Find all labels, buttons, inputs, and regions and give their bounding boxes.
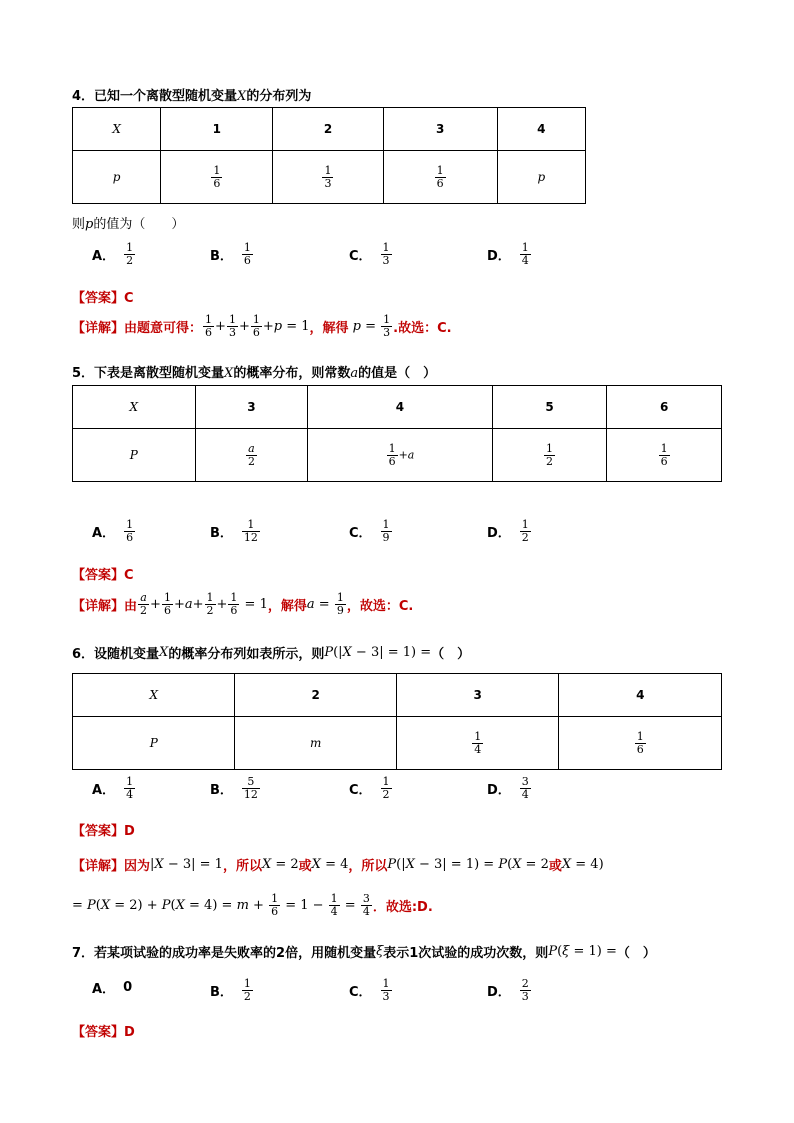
fraction: $\frac{1}{6}$ <box>213 163 221 190</box>
q6-option-c[interactable]: C． $\frac{1}{2}$ <box>349 775 390 801</box>
q5-option-c[interactable]: C． $\frac{1}{9}$ <box>349 518 390 544</box>
q4-option-c[interactable]: C． $\frac{1}{3}$ <box>349 241 390 267</box>
q5-option-d[interactable]: D． $\frac{1}{2}$ <box>487 518 529 544</box>
q5-cell-x-label: X <box>73 386 196 429</box>
q4-distribution-table <box>72 107 586 204</box>
q4-cell: 2 <box>273 108 383 151</box>
q6-option-a[interactable]: A． $\frac{1}{4}$ <box>92 775 134 801</box>
q4-answer: 【答案】C <box>72 291 134 306</box>
q5-answer: 【答案】C <box>72 568 134 583</box>
q6-cell: $\frac{1}{4}$ <box>396 717 559 770</box>
q6-cell-p-label: P <box>73 717 235 770</box>
q7-option-a[interactable]: A． 0 <box>92 980 133 997</box>
q6-answer: 【答案】D <box>72 824 135 839</box>
q5-cell: $\frac{a}{2}$ <box>195 429 308 482</box>
q4-detail: 【详解】 由题意可得： $\frac{1}{6}$ + $\frac{1}{3}$ + $\frac{1}{6}$ + p = 1 ，解得 p = $\frac{1}{3}$ .故选：C. <box>72 313 452 339</box>
q5-title: 5．下表是离散型随机变量X的概率分布，则常数a的值是（ ） <box>72 366 437 381</box>
q4-cell-x-label: X <box>73 108 161 151</box>
q4-question: 则p的值为（ ） <box>72 217 185 232</box>
q7-answer: 【答案】D <box>72 1025 135 1040</box>
q5-cell: 4 <box>308 386 492 429</box>
q4-option-a[interactable]: A． $\frac{1}{2}$ <box>92 241 134 267</box>
q6-cell: 3 <box>396 674 559 717</box>
q4-cell: 3 <box>383 108 497 151</box>
q5-distribution-table <box>72 385 722 482</box>
q4-cell: p <box>497 151 585 204</box>
q4-cell: 4 <box>497 108 585 151</box>
q4-cell <box>383 151 497 204</box>
q4-cell <box>273 151 383 204</box>
q6-distribution-table <box>72 673 722 770</box>
q6-cell: m <box>235 717 397 770</box>
q4-option-d[interactable]: D． $\frac{1}{4}$ <box>487 241 529 267</box>
q5-cell-p-label: P <box>73 429 196 482</box>
q4-cell: 1 <box>161 108 273 151</box>
q7-option-b[interactable]: B． $\frac{1}{2}$ <box>210 977 251 1003</box>
q5-option-a[interactable]: A． $\frac{1}{6}$ <box>92 518 134 544</box>
q4-title: 4．已知一个离散型随机变量X的分布列为 <box>72 89 312 104</box>
q4-cell <box>161 151 273 204</box>
fraction: $\frac{1}{3}$ <box>324 163 332 190</box>
q5-cell: $\frac{1}{6}$ +a <box>308 429 492 482</box>
q5-option-b[interactable]: B． $\frac{1}{12}$ <box>210 518 258 544</box>
q6-cell-x-label: X <box>73 674 235 717</box>
q6-option-d[interactable]: D． $\frac{3}{4}$ <box>487 775 529 801</box>
q5-detail: 【详解】 由 $\frac{a}{2}$ + $\frac{1}{6}$ + a + $\frac{1}{2}$ + $\frac{1}{6}$ = 1 ，解得 a = $\frac{1}{9}$ ，故选：C. <box>72 591 414 617</box>
q5-cell: 3 <box>195 386 308 429</box>
q6-option-b[interactable]: B． $\frac{5}{12}$ <box>210 775 258 801</box>
fraction: $\frac{1}{6}$ <box>436 163 444 190</box>
q7-option-d[interactable]: D． $\frac{2}{3}$ <box>487 977 529 1003</box>
q4-option-b[interactable]: B． $\frac{1}{6}$ <box>210 241 251 267</box>
q7-option-c[interactable]: C． $\frac{1}{3}$ <box>349 977 390 1003</box>
q5-cell: 5 <box>492 386 607 429</box>
q6-detail: 【详解】 因为 | X − 3| = 1 ，所以 X = 2 或 X = 4 ，所以 P (| X − 3| = 1) = P ( X = 2 或 X = 4) <box>72 857 604 874</box>
q6-cell: $\frac{1}{6}$ <box>559 717 722 770</box>
q4-cell-p-label: p <box>73 151 161 204</box>
q6-detail-line2: = P ( X = 2) + P ( X = 4) = m + $\frac{1}{6}$ = 1 − $\frac{1}{4}$ = $\frac{3}{4}$ ．故选:D. <box>72 892 433 918</box>
q7-title: 7．若某项试验的成功率是失败率的2倍，用随机变量 ξ 表示1次试验的成功次数，则 P ( ξ = 1) = （ ） <box>72 944 656 961</box>
q6-cell: 4 <box>559 674 722 717</box>
q6-cell: 2 <box>235 674 397 717</box>
q5-cell: $\frac{1}{2}$ <box>492 429 607 482</box>
q5-cell: $\frac{1}{6}$ <box>607 429 722 482</box>
q6-title: 6．设随机变量 X 的概率分布列如表所示，则 P (| X − 3| = 1) = （ ） <box>72 645 471 662</box>
q5-cell: 6 <box>607 386 722 429</box>
